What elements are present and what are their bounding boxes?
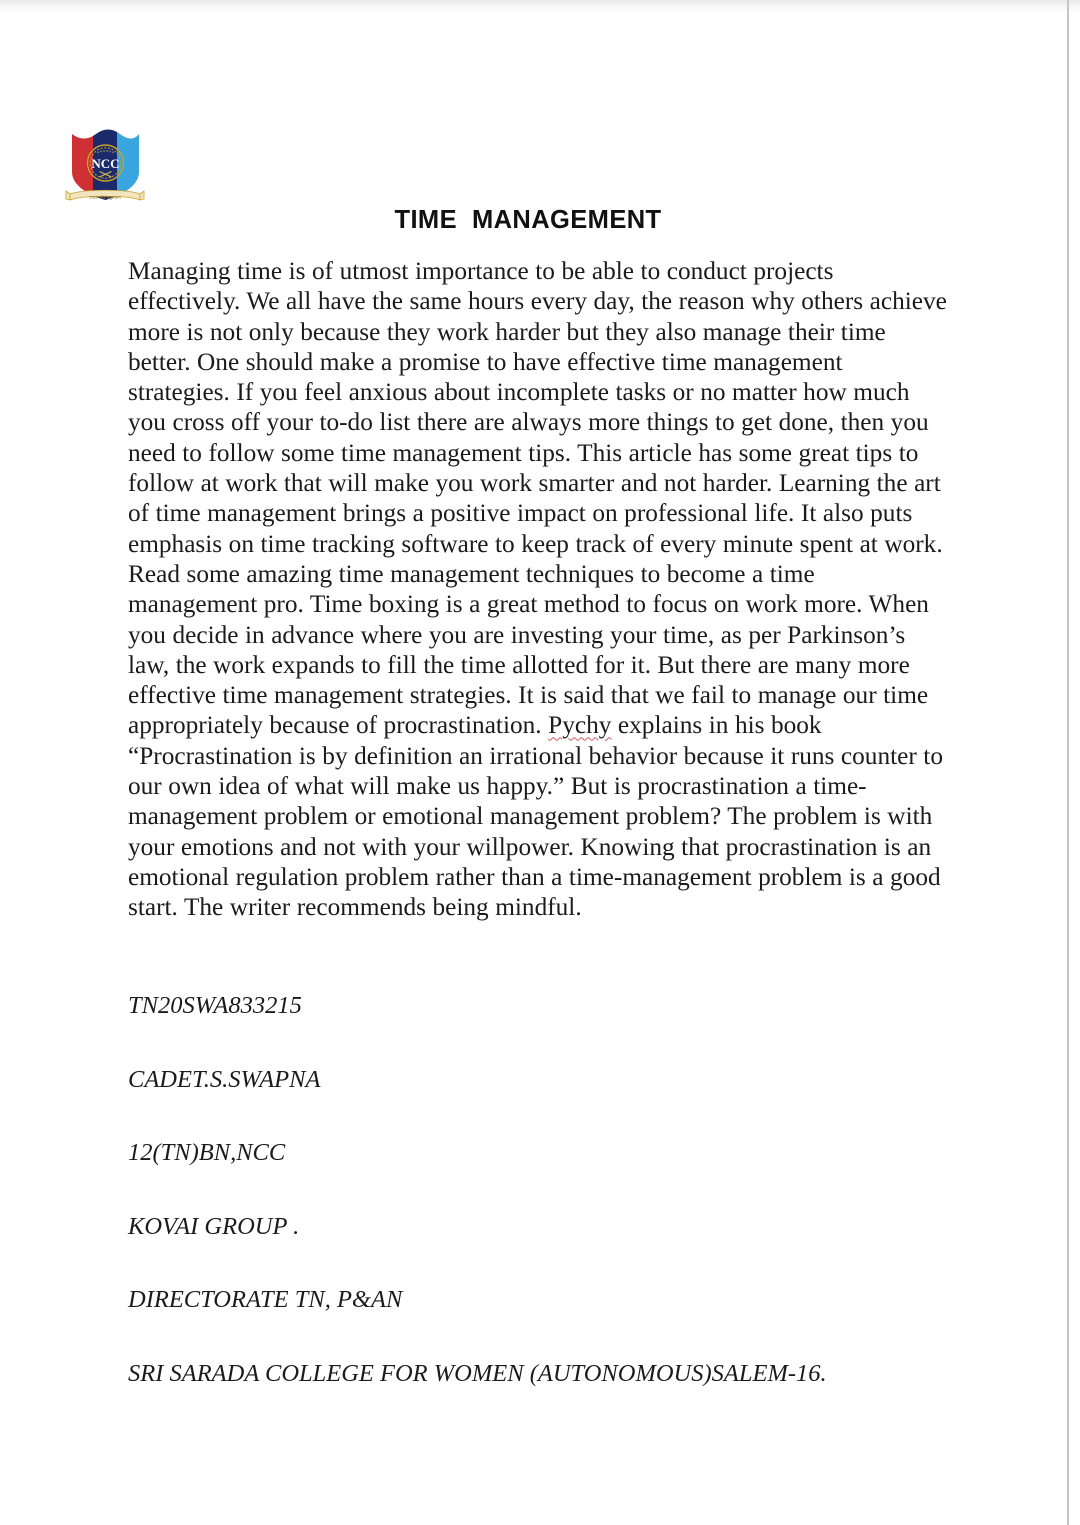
ncc-emblem-logo	[64, 126, 146, 206]
signature-directorate: DIRECTORATE TN, P&AN	[128, 1286, 403, 1313]
paragraph-text-before-misspelling: Managing time is of utmost importance to be able to conduct projects effectively. We all have the same hours every day, the reason why others achieve more is not only because they work harder but they also manage their time better. One should make a promise to have effective time management strategies. If you feel anxious about incomplete tasks or no matter how much you cross off your to-do list there are always more things to get done, then you need to follow some time management tips. This article has some great tips to follow at work that will make you work smarter and not harder. Learning the art of time management brings a positive impact on professional life. It also puts emphasis on time tracking software to keep track of every minute spent at work. Read some amazing time management techniques to become a time management pro. Time boxing is a great method to focus on work more. When you decide in advance where you are investing your time, as per Parkinson’s law, the work expands to fill the time allotted for it. But there are many more effective time management strategies. It is said that we fail to manage our time appropriately because of procrastination.	[128, 257, 947, 740]
signature-college: SRI SARADA COLLEGE FOR WOMEN (AUTONOMOUS)SALEM-16.	[128, 1359, 827, 1387]
article-body	[128, 256, 950, 923]
ncc-acronym-text: NCC	[91, 156, 120, 171]
ncc-motto-text: एकता और अनुशासन	[89, 195, 121, 200]
ncc-shield-icon	[64, 126, 146, 206]
signature-block	[128, 993, 958, 1387]
signature-battalion: 12(TN)BN,NCC	[128, 1139, 286, 1166]
page-edge-rule	[1067, 0, 1069, 1525]
signature-cadet-name: CADET.S.SWAPNA	[128, 1065, 321, 1093]
signature-regimental-number: TN20SWA833215	[128, 992, 302, 1019]
motto-scroll-banner	[66, 190, 144, 201]
top-shade-gradient	[0, 0, 1080, 14]
body-paragraph	[128, 256, 950, 923]
signature-group: KOVAI GROUP .	[128, 1212, 300, 1240]
misspelled-word[interactable]: Pychy	[548, 711, 612, 740]
page-title: TIME MANAGEMENT	[394, 206, 662, 234]
paragraph-text-after-misspelling: explains in his book “Procrastination is by definition an irrational behavior because it runs counter to our own idea of what will make us happy.” But is procrastination a time-management problem or emotional management problem? The problem is with your emotions and not with your willpower. Knowing that procrastination is an emotional regulation problem rather than a time-management problem is a good start. The writer recommends being mindful.	[128, 711, 943, 922]
